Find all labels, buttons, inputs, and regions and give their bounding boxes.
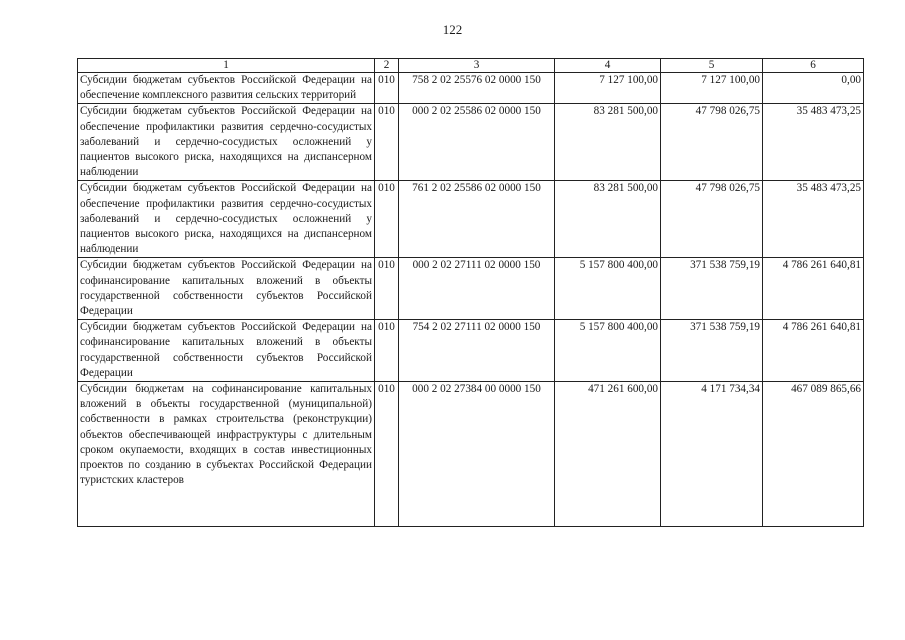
column-header-2: 2: [375, 59, 399, 73]
column-header-1: 1: [78, 59, 375, 73]
row-value-4: 83 281 500,00: [555, 104, 661, 181]
row-name: Субсидии бюджетам на софинансирование капитальных вложений в объекты государственной (муниципальной) собственности в рамках строительства (реконструкции) объектов обеспечивающей инфраструктуры с длительным сроком окупаемости, входящих в состав инвестиционных проектов по созданию в субъектах Российской Федерации туристских кластеров: [78, 382, 375, 527]
table-row: [78, 104, 864, 181]
row-value-4: 83 281 500,00: [555, 181, 661, 258]
row-name: Субсидии бюджетам субъектов Российской Федерации на софинансирование капитальных вложений в объекты государственной собственности субъектов Российской Федерации: [78, 320, 375, 382]
row-value-5: 47 798 026,75: [661, 181, 763, 258]
row-value-4: 5 157 800 400,00: [555, 320, 661, 382]
row-value-5: 7 127 100,00: [661, 73, 763, 104]
row-name: Субсидии бюджетам субъектов Российской Федерации на обеспечение профилактики развития сердечно-сосудистых заболеваний и сердечно-сосудистых осложнений у пациентов высокого риска, находящихся на диспансерном наблюдении: [78, 104, 375, 181]
row-value-6: 35 483 473,25: [763, 181, 864, 258]
row-value-4: 471 261 600,00: [555, 382, 661, 527]
row-code: 010: [375, 382, 399, 527]
table-row: [78, 258, 864, 320]
row-value-6: 0,00: [763, 73, 864, 104]
table-row: [78, 320, 864, 382]
row-kbk: 000 2 02 25586 02 0000 150: [399, 104, 555, 181]
budget-table: [77, 58, 864, 527]
column-header-5: 5: [661, 59, 763, 73]
row-code: 010: [375, 104, 399, 181]
row-code: 010: [375, 181, 399, 258]
row-kbk: 000 2 02 27384 00 0000 150: [399, 382, 555, 527]
row-value-5: 47 798 026,75: [661, 104, 763, 181]
row-value-5: 4 171 734,34: [661, 382, 763, 527]
row-kbk: 754 2 02 27111 02 0000 150: [399, 320, 555, 382]
row-value-6: 35 483 473,25: [763, 104, 864, 181]
row-name: Субсидии бюджетам субъектов Российской Федерации на софинансирование капитальных вложений в объекты государственной собственности субъектов Российской Федерации: [78, 258, 375, 320]
row-kbk: 000 2 02 27111 02 0000 150: [399, 258, 555, 320]
row-value-6: 467 089 865,66: [763, 382, 864, 527]
row-value-6: 4 786 261 640,81: [763, 320, 864, 382]
table-row: [78, 181, 864, 258]
row-code: 010: [375, 320, 399, 382]
row-value-4: 7 127 100,00: [555, 73, 661, 104]
column-header-6: 6: [763, 59, 864, 73]
row-value-4: 5 157 800 400,00: [555, 258, 661, 320]
row-name: Субсидии бюджетам субъектов Российской Федерации на обеспечение профилактики развития сердечно-сосудистых заболеваний и сердечно-сосудистых осложнений у пациентов высокого риска, находящихся на диспансерном наблюдении: [78, 181, 375, 258]
row-code: 010: [375, 73, 399, 104]
row-value-5: 371 538 759,19: [661, 258, 763, 320]
row-kbk: 761 2 02 25586 02 0000 150: [399, 181, 555, 258]
row-value-6: 4 786 261 640,81: [763, 258, 864, 320]
row-value-5: 371 538 759,19: [661, 320, 763, 382]
row-name: Субсидии бюджетам субъектов Российской Федерации на обеспечение комплексного развития сельских территорий: [78, 73, 375, 104]
column-header-4: 4: [555, 59, 661, 73]
row-kbk: 758 2 02 25576 02 0000 150: [399, 73, 555, 104]
column-header-3: 3: [399, 59, 555, 73]
table-row: [78, 73, 864, 104]
table-row: [78, 382, 864, 527]
table-header-row: [78, 59, 864, 73]
page-number: 122: [442, 22, 463, 37]
row-code: 010: [375, 258, 399, 320]
